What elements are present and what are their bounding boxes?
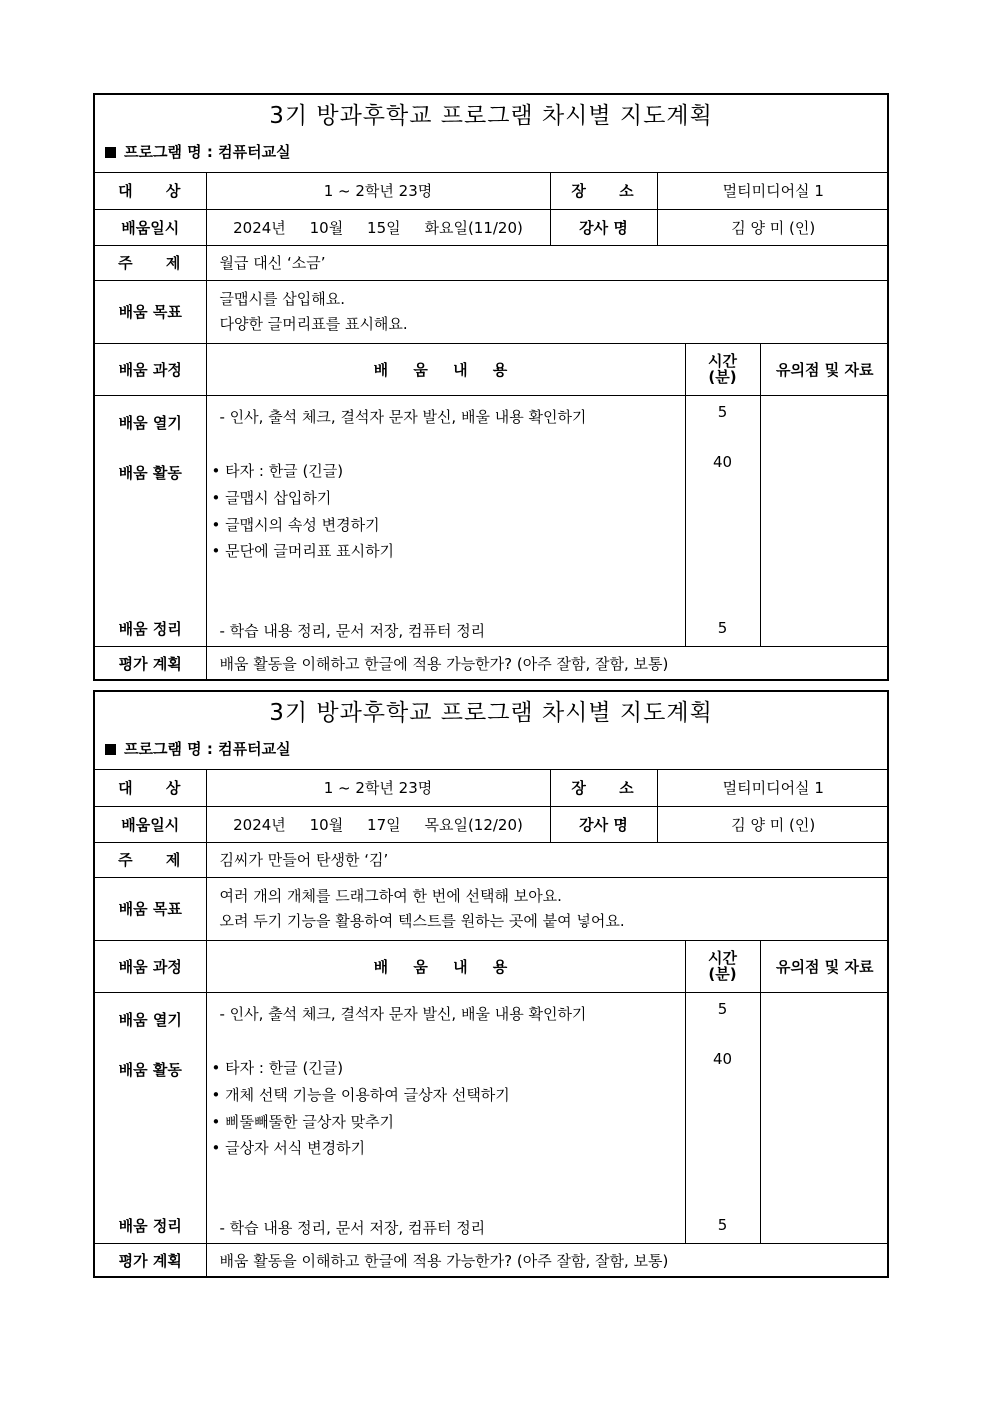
activity-item: • 글상자 서식 변경하기 [211,1138,366,1157]
square-bullet-icon [105,147,116,158]
date-label: 배움일시 [95,806,206,842]
time-close: 5 [717,618,728,637]
teacher-label: 강사 명 [550,209,657,245]
target-label: 대 상 [95,173,206,209]
lesson-plan-1 [93,93,889,681]
activity-item: • 글맵시 삽입하기 [211,488,332,507]
program-name-text: 프로그램 명 : 컴퓨터교실 [124,740,291,758]
close-text: - 학습 내용 정리, 문서 저장, 컴퓨터 정리 [219,621,486,640]
goal-item: 다양한 글머리표를 표시해요. [219,314,408,333]
time-cell [685,395,760,646]
close-text: - 학습 내용 정리, 문서 저장, 컴퓨터 정리 [219,1218,486,1237]
goal-label: 배움 목표 [95,877,206,940]
date-value [206,806,550,842]
stage-activity: 배움 활동 [118,1060,182,1079]
stage-open: 배움 열기 [118,1010,182,1029]
process-header: 배움 과정 [95,940,206,992]
date-day: 17일 [367,815,401,834]
teacher-value: 김 양 미 (인) [657,806,889,842]
date-month: 10월 [309,815,344,834]
notes-cell [760,395,889,646]
time-header-line2: (분) [708,965,737,983]
time-header-line2: (분) [708,368,737,386]
eval-text: 배움 활동을 이해하고 한글에 적용 가능한가? (아주 잘함, 잘함, 보통) [206,1243,889,1278]
place-value: 멀티미디어실 1 [657,173,889,209]
activity-item: • 개체 선택 기능을 이용하여 글상자 선택하기 [211,1085,510,1104]
program-name-text: 프로그램 명 : 컴퓨터교실 [124,143,291,161]
target-value: 1 ~ 2학년 23명 [206,173,550,209]
content-cell [206,395,685,646]
topic-label: 주 제 [95,842,206,877]
time-activity: 40 [712,1049,733,1068]
plan-title: 3기 방과후학교 프로그램 차시별 지도계획 [269,103,713,129]
stage-close: 배움 정리 [118,619,182,638]
plan-table [95,173,889,681]
notes-header: 유의점 및 자료 [760,940,889,992]
date-year: 2024년 [233,218,286,237]
time-activity: 40 [712,452,733,471]
activity-item: • 글맵시의 속성 변경하기 [211,515,380,534]
goal-list [206,877,889,940]
date-value [206,209,550,245]
eval-text: 배움 활동을 이해하고 한글에 적용 가능한가? (아주 잘함, 잘함, 보통) [206,646,889,681]
eval-label: 평가 계획 [95,1243,206,1278]
goal-item: 여러 개의 개체를 드래그하여 한 번에 선택해 보아요. [219,886,562,905]
goal-list [206,280,889,343]
process-cell [95,992,206,1243]
plan-table [95,770,889,1278]
process-header: 배움 과정 [95,343,206,395]
time-open: 5 [717,999,728,1018]
open-text: - 인사, 출석 체크, 결석자 문자 발신, 배울 내용 확인하기 [219,407,587,426]
lesson-plan-2 [93,690,889,1278]
notes-header: 유의점 및 자료 [760,343,889,395]
date-day: 15일 [367,218,401,237]
process-cell [95,395,206,646]
date-weekday: 목요일(12/20) [424,815,523,834]
eval-label: 평가 계획 [95,646,206,681]
content-cell [206,992,685,1243]
target-label: 대 상 [95,770,206,806]
activity-item: • 타자 : 한글 (긴글) [211,1058,344,1077]
stage-activity: 배움 활동 [118,463,182,482]
time-cell [685,992,760,1243]
time-close: 5 [717,1215,728,1234]
notes-cell [760,992,889,1243]
time-header-line1: 시간 [708,352,737,370]
activity-item: • 삐뚤빼뚤한 글상자 맞추기 [211,1112,395,1131]
activity-item: • 문단에 글머리표 표시하기 [211,541,395,560]
target-value: 1 ~ 2학년 23명 [206,770,550,806]
content-header: 배 움 내 용 [206,343,685,395]
date-year: 2024년 [233,815,286,834]
goal-label: 배움 목표 [95,280,206,343]
place-label: 장 소 [550,173,657,209]
stage-open: 배움 열기 [118,413,182,432]
open-text: - 인사, 출석 체크, 결석자 문자 발신, 배울 내용 확인하기 [219,1004,587,1023]
teacher-label: 강사 명 [550,806,657,842]
topic-label: 주 제 [95,245,206,280]
program-name [95,734,887,770]
time-header [685,343,760,395]
square-bullet-icon [105,744,116,755]
time-header-line1: 시간 [708,949,737,967]
time-header [685,940,760,992]
topic-value: 월급 대신 ‘소금’ [206,245,889,280]
activity-item: • 타자 : 한글 (긴글) [211,461,344,480]
time-open: 5 [717,402,728,421]
date-month: 10월 [309,218,344,237]
place-value: 멀티미디어실 1 [657,770,889,806]
program-name [95,137,887,173]
date-weekday: 화요일(11/20) [424,218,523,237]
teacher-value: 김 양 미 (인) [657,209,889,245]
plan-title: 3기 방과후학교 프로그램 차시별 지도계획 [269,700,713,726]
date-label: 배움일시 [95,209,206,245]
topic-value: 김씨가 만들어 탄생한 ‘김’ [206,842,889,877]
content-header: 배 움 내 용 [206,940,685,992]
place-label: 장 소 [550,770,657,806]
stage-close: 배움 정리 [118,1216,182,1235]
goal-item: 오려 두기 기능을 활용하여 텍스트를 원하는 곳에 붙여 넣어요. [219,911,625,930]
goal-item: 글맵시를 삽입해요. [219,289,345,308]
